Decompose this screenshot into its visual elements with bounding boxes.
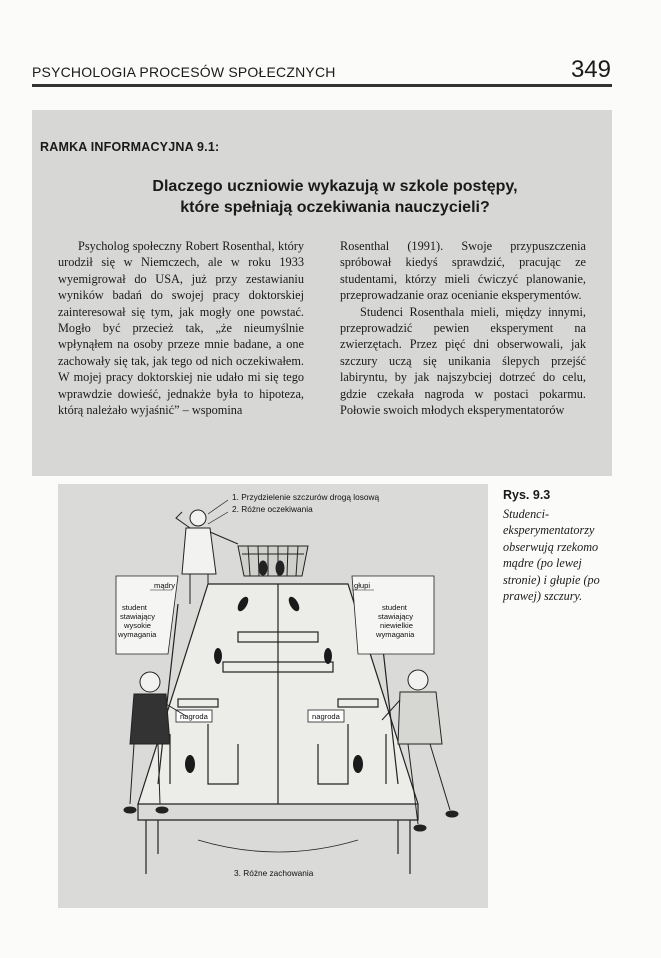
student-left-line-4: wymagania — [118, 630, 157, 639]
sign-right — [352, 576, 434, 654]
sign-left — [116, 576, 178, 654]
rat-cage — [238, 546, 308, 576]
header-rule — [32, 84, 612, 87]
info-box-label: RAMKA INFORMACYJNA 9.1: — [40, 140, 220, 154]
figure-label-3: 3. Różne zachowania — [234, 868, 314, 878]
student-right-line-2: stawiający — [378, 612, 414, 621]
figure-label-1: 1. Przydzielenie szczurów drogą losową — [232, 492, 380, 502]
running-title: PSYCHOLOGIA PROCESÓW SPOŁECZNYCH — [32, 64, 336, 80]
right-column — [340, 238, 586, 418]
left-column — [58, 238, 304, 418]
right-column-paragraph-2: Studenci Rosenthala mieli, między innymi, przeprowadzić pewien eksperyment na zwierzętach. Przez pięć dni obserwowali, jak szczury uczą się unikania ślepych przejść labiryntu, by jak najszybciej dotrzeć do celu, gdzie czekała nagroda w postaci pokarmu. Połowie swoich młodych eksperymentatorów — [340, 304, 586, 418]
student-right-line-3: niewielkie — [380, 621, 413, 630]
reward-box-right — [308, 710, 344, 722]
reward-label-right: nagroda — [312, 712, 340, 721]
student-left-line-1: student — [122, 603, 147, 612]
left-column-paragraph: Psycholog społeczny Robert Rosenthal, który urodził się w Niemczech, ale w roku 1933 wyemigrował do USA, już przy zestawianiu wyników badań do swojej pracy doktorskiej zainteresował się tym, jak mogły one powstać. Mogło być przecież tak, „że nieumyślnie wpłynąłem na osoby przeze mnie badane, a one zachowały się tak, jak tego od nich oczekiwałem. W mojej pracy doktorskiej nie udało mi się tego wprawdzie dowieść, jednakże była to hipoteza, którą należało wyjaśnić” – wspomina — [58, 239, 304, 418]
figure-caption-text: Studenci-eksperymentatorzy obserwują rzekomo mądre (po lewej stronie) i głupie (po prawej) szczury. — [503, 507, 600, 604]
info-box-title — [100, 176, 570, 218]
student-right-line-4: wymagania — [376, 630, 415, 639]
sign-right-label: głupi — [354, 581, 371, 590]
info-box-title-line-2: które spełniają oczekiwania nauczycieli? — [180, 199, 490, 216]
sign-left-label: mądry — [154, 581, 176, 590]
right-column-paragraph-1: Rosenthal (1991). Swoje przypuszczenia spróbował kiedyś sprawdzić, pracując ze studentami, którzy mieli ćwiczyć planowanie, przeprowadzanie oraz ocenianie eksperymentów. — [340, 239, 586, 303]
student-right-line-1: student — [382, 603, 407, 612]
figure-label-2: 2. Różne oczekiwania — [232, 504, 313, 514]
student-left-line-3: wysokie — [124, 621, 152, 630]
info-box-title-line-1: Dlaczego uczniowie wykazują w szkole postępy, — [152, 178, 518, 195]
reward-box-left — [176, 710, 212, 722]
maze-illustration — [58, 484, 488, 908]
reward-label-left: nagroda — [180, 712, 208, 721]
page-number: 349 — [570, 56, 611, 83]
student-left-line-2: stawiający — [120, 612, 156, 621]
figure-caption-label: Rys. 9.3 — [503, 488, 551, 502]
